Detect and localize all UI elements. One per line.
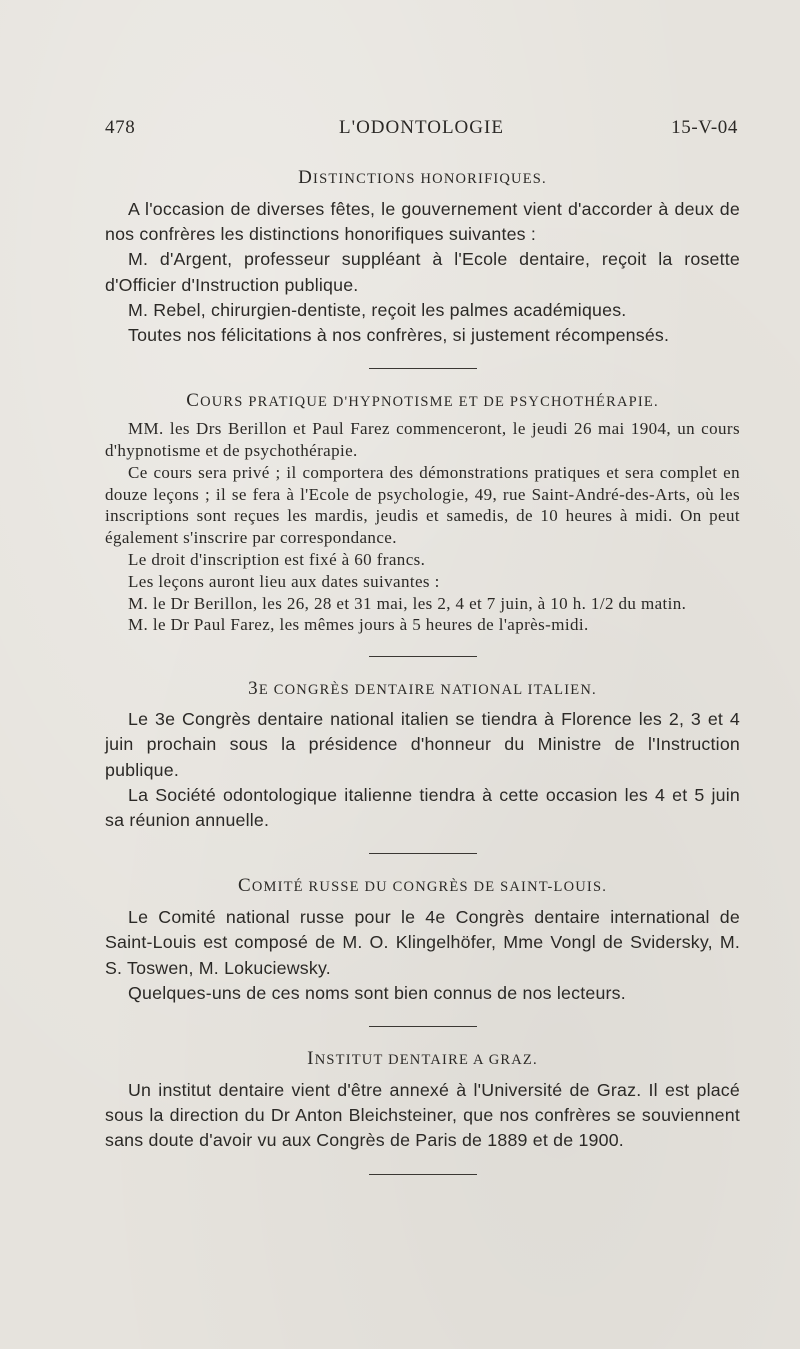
section-congres-italien [105,677,740,833]
section-title: INSTITUT DENTAIRE A GRAZ. [307,1048,538,1070]
section-title: COURS PRATIQUE D'HYPNOTISME ET DE PSYCHOTHÉRAPIE. [186,390,659,412]
page-number: 478 [105,117,136,138]
paragraph: MM. les Drs Berillon et Paul Farez commenceront, le jeudi 26 mai 1904, un cours d'hypnotisme et de psychothérapie. [105,419,740,461]
paragraph: M. Rebel, chirurgien-dentiste, reçoit les palmes académiques. [128,299,627,320]
section-comite-russe [105,874,740,1006]
paragraph: La Société odontologique italienne tiendra à cette occasion les 4 et 5 juin sa réunion annuelle. [105,784,740,830]
section-title: 3E CONGRÈS DENTAIRE NATIONAL ITALIEN. [248,678,597,700]
section-cours-hypnotisme [105,389,740,636]
paragraph: Le droit d'inscription est fixé à 60 francs. [128,550,426,569]
paragraph: Quelques-uns de ces noms sont bien connus de nos lecteurs. [128,982,626,1003]
section-institut-graz [105,1047,740,1154]
paragraph: Le Comité national russe pour le 4e Congrès dentaire international de Saint-Louis est composé de M. O. Klingelhöfer, Mme Vongl de Svidersky, M. S. Toswen, M. Lokuciewsky. [105,907,740,978]
section-divider [369,853,477,854]
running-head [105,117,738,147]
paragraph: A l'occasion de diverses fêtes, le gouvernement vient d'accorder à deux de nos confrères les distinctions honorifiques suivantes : [105,199,740,245]
section-divider [369,1174,477,1175]
section-divider [369,368,477,369]
section-title: COMITÉ RUSSE DU CONGRÈS DE SAINT-LOUIS. [237,875,608,897]
issue-date: 15-V-04 [671,117,738,138]
paragraph: Ce cours sera privé ; il comportera des démonstrations pratiques et sera complet en douze leçons ; il se fera à l'Ecole de psychologie, 49, rue Saint-André-des-Arts, où les inscriptions sont reçues les mardis, jeudis et samedis, de 10 heures à midi. On peut également s'inscrire par correspondance. [105,462,740,548]
section-divider [369,656,477,657]
section-divider [369,1026,477,1027]
section-title: DISTINCTIONS HONORIFIQUES. [298,167,547,188]
paragraph: Les leçons auront lieu aux dates suivantes : [128,571,440,591]
paragraph: Toutes nos félicitations à nos confrères, si justement récompensés. [128,325,670,346]
journal-title: L'ODONTOLOGIE [339,117,504,138]
section-distinctions [105,166,740,348]
paragraph: M. le Dr Paul Farez, les mêmes jours à 5 heures de l'après-midi. [128,615,589,635]
paragraph: M. d'Argent, professeur suppléant à l'Ecole dentaire, reçoit la rosette d'Officier d'Instruction publique. [105,249,740,295]
paragraph: M. le Dr Berillon, les 26, 28 et 31 mai, les 2, 4 et 7 juin, à 10 h. 1/2 du matin. [128,593,687,613]
paragraph: Un institut dentaire vient d'être annexé à l'Université de Graz. Il est placé sous la direction du Dr Anton Bleichsteiner, que nos confrères se souviennent sans doute d'avoir vu aux Congrès de Paris de 1889 et de 1900. [105,1080,740,1151]
page-content [105,166,740,1195]
paragraph: Le 3e Congrès dentaire national italien se tiendra à Florence les 2, 3 et 4 juin prochain sous la présidence d'honneur du Ministre de l'Instruction publique. [105,709,740,780]
